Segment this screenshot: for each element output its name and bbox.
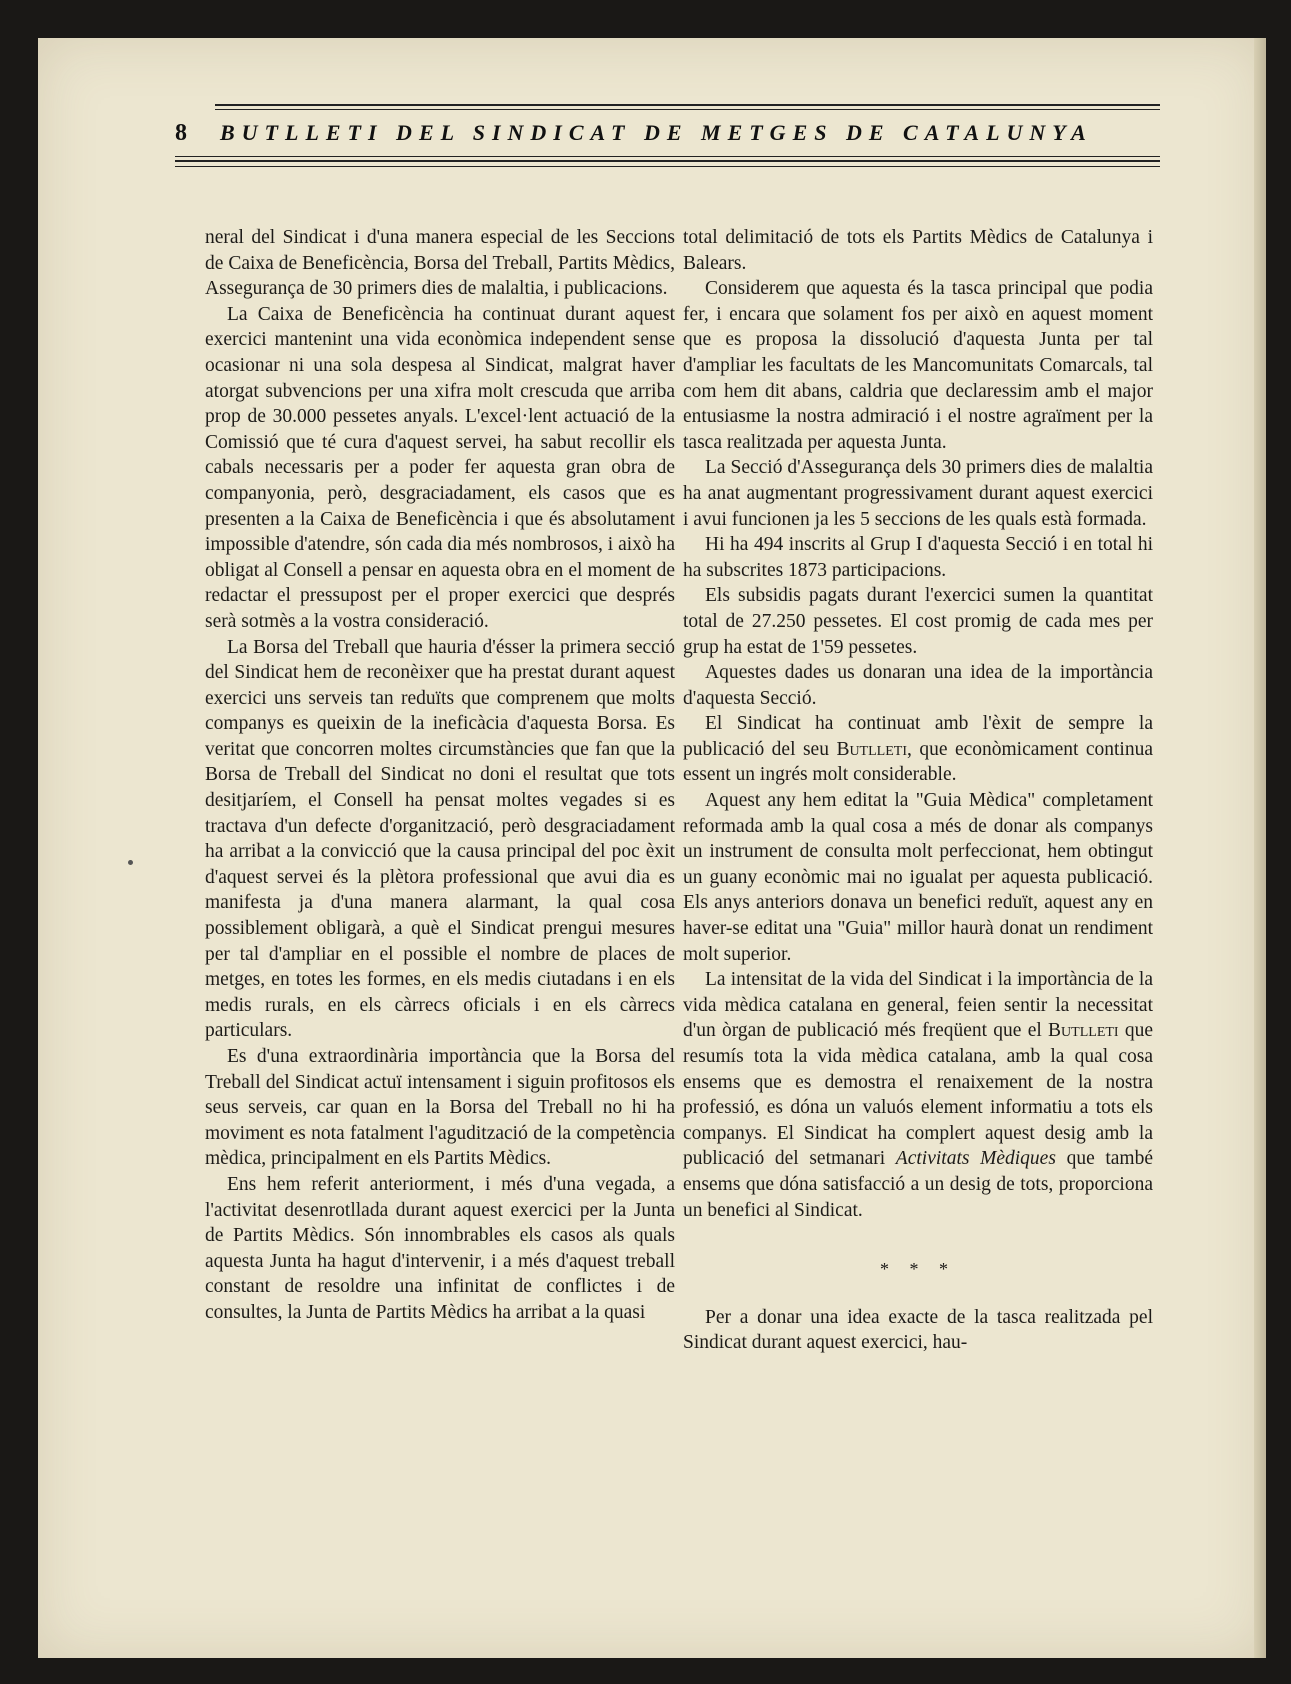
speck-mark bbox=[128, 860, 133, 865]
paragraph: Aquestes dades us donaran una idea de la importància d'aquesta Secció. bbox=[683, 662, 1153, 709]
left-column bbox=[205, 225, 675, 1326]
paragraph: Es d'una extraordinària importància que la Borsa del Treball del Sindicat actuï intensament i siguin profitosos els seus serveis, car quan en la Borsa del Treball no hi ha moviment es nota fatalment l'agudització de la competència mèdica, principalment en els Partits Mèdics. bbox=[205, 1046, 675, 1170]
paragraph: Aquest any hem editat la "Guia Mèdica" completament reformada amb la qual cosa a més de donar als companys un instrument de consulta molt perfeccionat, hem obtingut un guany econòmic mai no igualat per aquesta publicació. Els anys anteriors donava un benefici reduït, aquest any en haver-se editat una "Guia" millor haurà donat un rendiment molt superior. bbox=[683, 790, 1153, 965]
journal-title: BUTLLETI DEL SINDICAT DE METGES DE CATALUNYA bbox=[220, 120, 1093, 145]
paragraph: Ens hem referit anteriorment, i més d'una vegada, a l'activitat desenrotllada durant aquest exercici per la Junta de Partits Mèdics. Són innombrables els casos als quals aquesta Junta ha hagut d'intervenir, i a més d'aquest treball constant de resoldre una infinitat de conflictes i de consultes, la Junta de Partits Mèdics ha arribat a la quasi bbox=[205, 1173, 675, 1323]
paragraph-text: que resumís tota la vida mèdica catalana, amb la qual cosa ensems que es demostra el renaixement de la nostra professió, es dóna un valuós element informatiu a tots els companys. El Sindicat ha complert aquest desig amb la publicació del setmanari bbox=[683, 1020, 1153, 1170]
header-rule bbox=[215, 104, 1160, 106]
paragraph-text: que també ensems que dóna satisfacció a un desig de tots, proporciona un benefici al Sindicat. bbox=[683, 1148, 1154, 1221]
page-edge bbox=[1254, 38, 1266, 1658]
page-number: 8 bbox=[175, 120, 187, 146]
publication-name: Butlleti bbox=[836, 738, 907, 760]
paragraph: La Caixa de Beneficència ha continuat durant aquest exercici mantenint una vida econòmica independent sense ocasionar ni una sola despesa al Sindicat, malgrat haver atorgat subvencions per una xifra molt crescuda que arriba prop de 30.000 pessetes anyals. L'excel·lent actuació de la Comissió que té cura d'aquest servei, ha sabut recollir els cabals necessaris per a poder fer aquesta gran obra de companyonia, però, desgraciadament, els casos que es presenten a la Caixa de Beneficència i que és absolutament impossible d'atendre, són cada dia més nombrosos, i això ha obligat al Consell a pensar en aquesta obra en el moment de redactar el pressupost per el proper exercici que després serà sotmès a la vostra consideració. bbox=[205, 303, 675, 632]
header-rule bbox=[215, 109, 1160, 110]
paragraph: Els subsidis pagats durant l'exercici sumen la quantitat total de 27.250 pessetes. El cost promig de cada mes per grup ha estat de 1'59 pessetes. bbox=[683, 585, 1153, 658]
paragraph bbox=[683, 711, 1153, 788]
paragraph-text: El Sindicat ha continuat amb l'èxit de sempre la publicació del seu bbox=[683, 713, 1153, 760]
paragraph-text: La intensitat de la vida del Sindicat i la importància de la vida mèdica catalana en general, feien sentir la necessitat d'un òrgan de publicació més freqüent que el bbox=[683, 969, 1153, 1042]
section-separator: * * * bbox=[880, 1259, 956, 1280]
paragraph: Considerem que aquesta és la tasca principal que podia fer, i encara que solament fos per això en aquest moment que es proposa la dissolució d'aquesta Junta per tal d'ampliar les facultats de les Mancomunitats Comarcals, tal com hem dit abans, caldria que declaressim amb el major entusiasme la nostra admiració i el nostre agraïment per la tasca realitzada per aquesta Junta. bbox=[683, 278, 1153, 453]
weekly-title: Activitats Mèdiques bbox=[895, 1148, 1056, 1170]
header-rule bbox=[175, 160, 1160, 162]
paragraph: Per a donar una idea exacte de la tasca realitzada pel Sindicat durant aquest exercici, hau- bbox=[683, 1306, 1153, 1354]
paragraph bbox=[683, 967, 1153, 1223]
header-rule bbox=[175, 166, 1160, 167]
paragraph: La Borsa del Treball que hauria d'ésser la primera secció del Sindicat hem de reconèixer que ha prestat durant aquest exercici uns serveis tan reduïts que comprenem que molts companys es queixin de la ineficàcia d'aquesta Borsa. Es veritat que concorren moltes circumstàncies que fan que la Borsa de Treball del Sindicat no doni el resultat que tots desitjaríem, el Consell ha pensat moltes vegades si es tractava d'un defecte d'organització, però desgraciadament ha arribat a la convicció que la causa principal del poc èxit d'aquest servei és la plètora professional que avui dia es manifesta ja d'una manera alarmant, la qual cosa possiblement obligarà, a què el Sindicat prengui mesures per tal d'ampliar en el possible el nombre de places de metges, en totes les formes, en els medis ciutadans i en els medis rurals, en els càrrecs oficials i en els càrrecs particulars. bbox=[205, 636, 675, 1042]
header-rule bbox=[175, 156, 1160, 157]
paragraph-text: , que econòmicament continua essent un ingrés molt considerable. bbox=[683, 738, 1153, 786]
right-column bbox=[683, 225, 1153, 1356]
page-header bbox=[175, 104, 1160, 194]
paragraph: total delimitació de tots els Partits Mèdics de Catalunya i Balears. bbox=[683, 227, 1153, 274]
paragraph: La Secció d'Assegurança dels 30 primers dies de malaltia ha anat augmentant progressivament durant aquest exercici i avui funcionen ja les 5 seccions de les quals està formada. bbox=[683, 457, 1153, 530]
paragraph: Hi ha 494 inscrits al Grup I d'aquesta Secció i en total hi ha subscrites 1873 participacions. bbox=[683, 534, 1153, 581]
paragraph: neral del Sindicat i d'una manera especial de les Seccions de Caixa de Beneficència, Borsa del Treball, Partits Mèdics, Assegurança de 30 primers dies de malaltia, i publicacions. bbox=[205, 227, 675, 300]
publication-name: Butlleti bbox=[1048, 1020, 1119, 1042]
